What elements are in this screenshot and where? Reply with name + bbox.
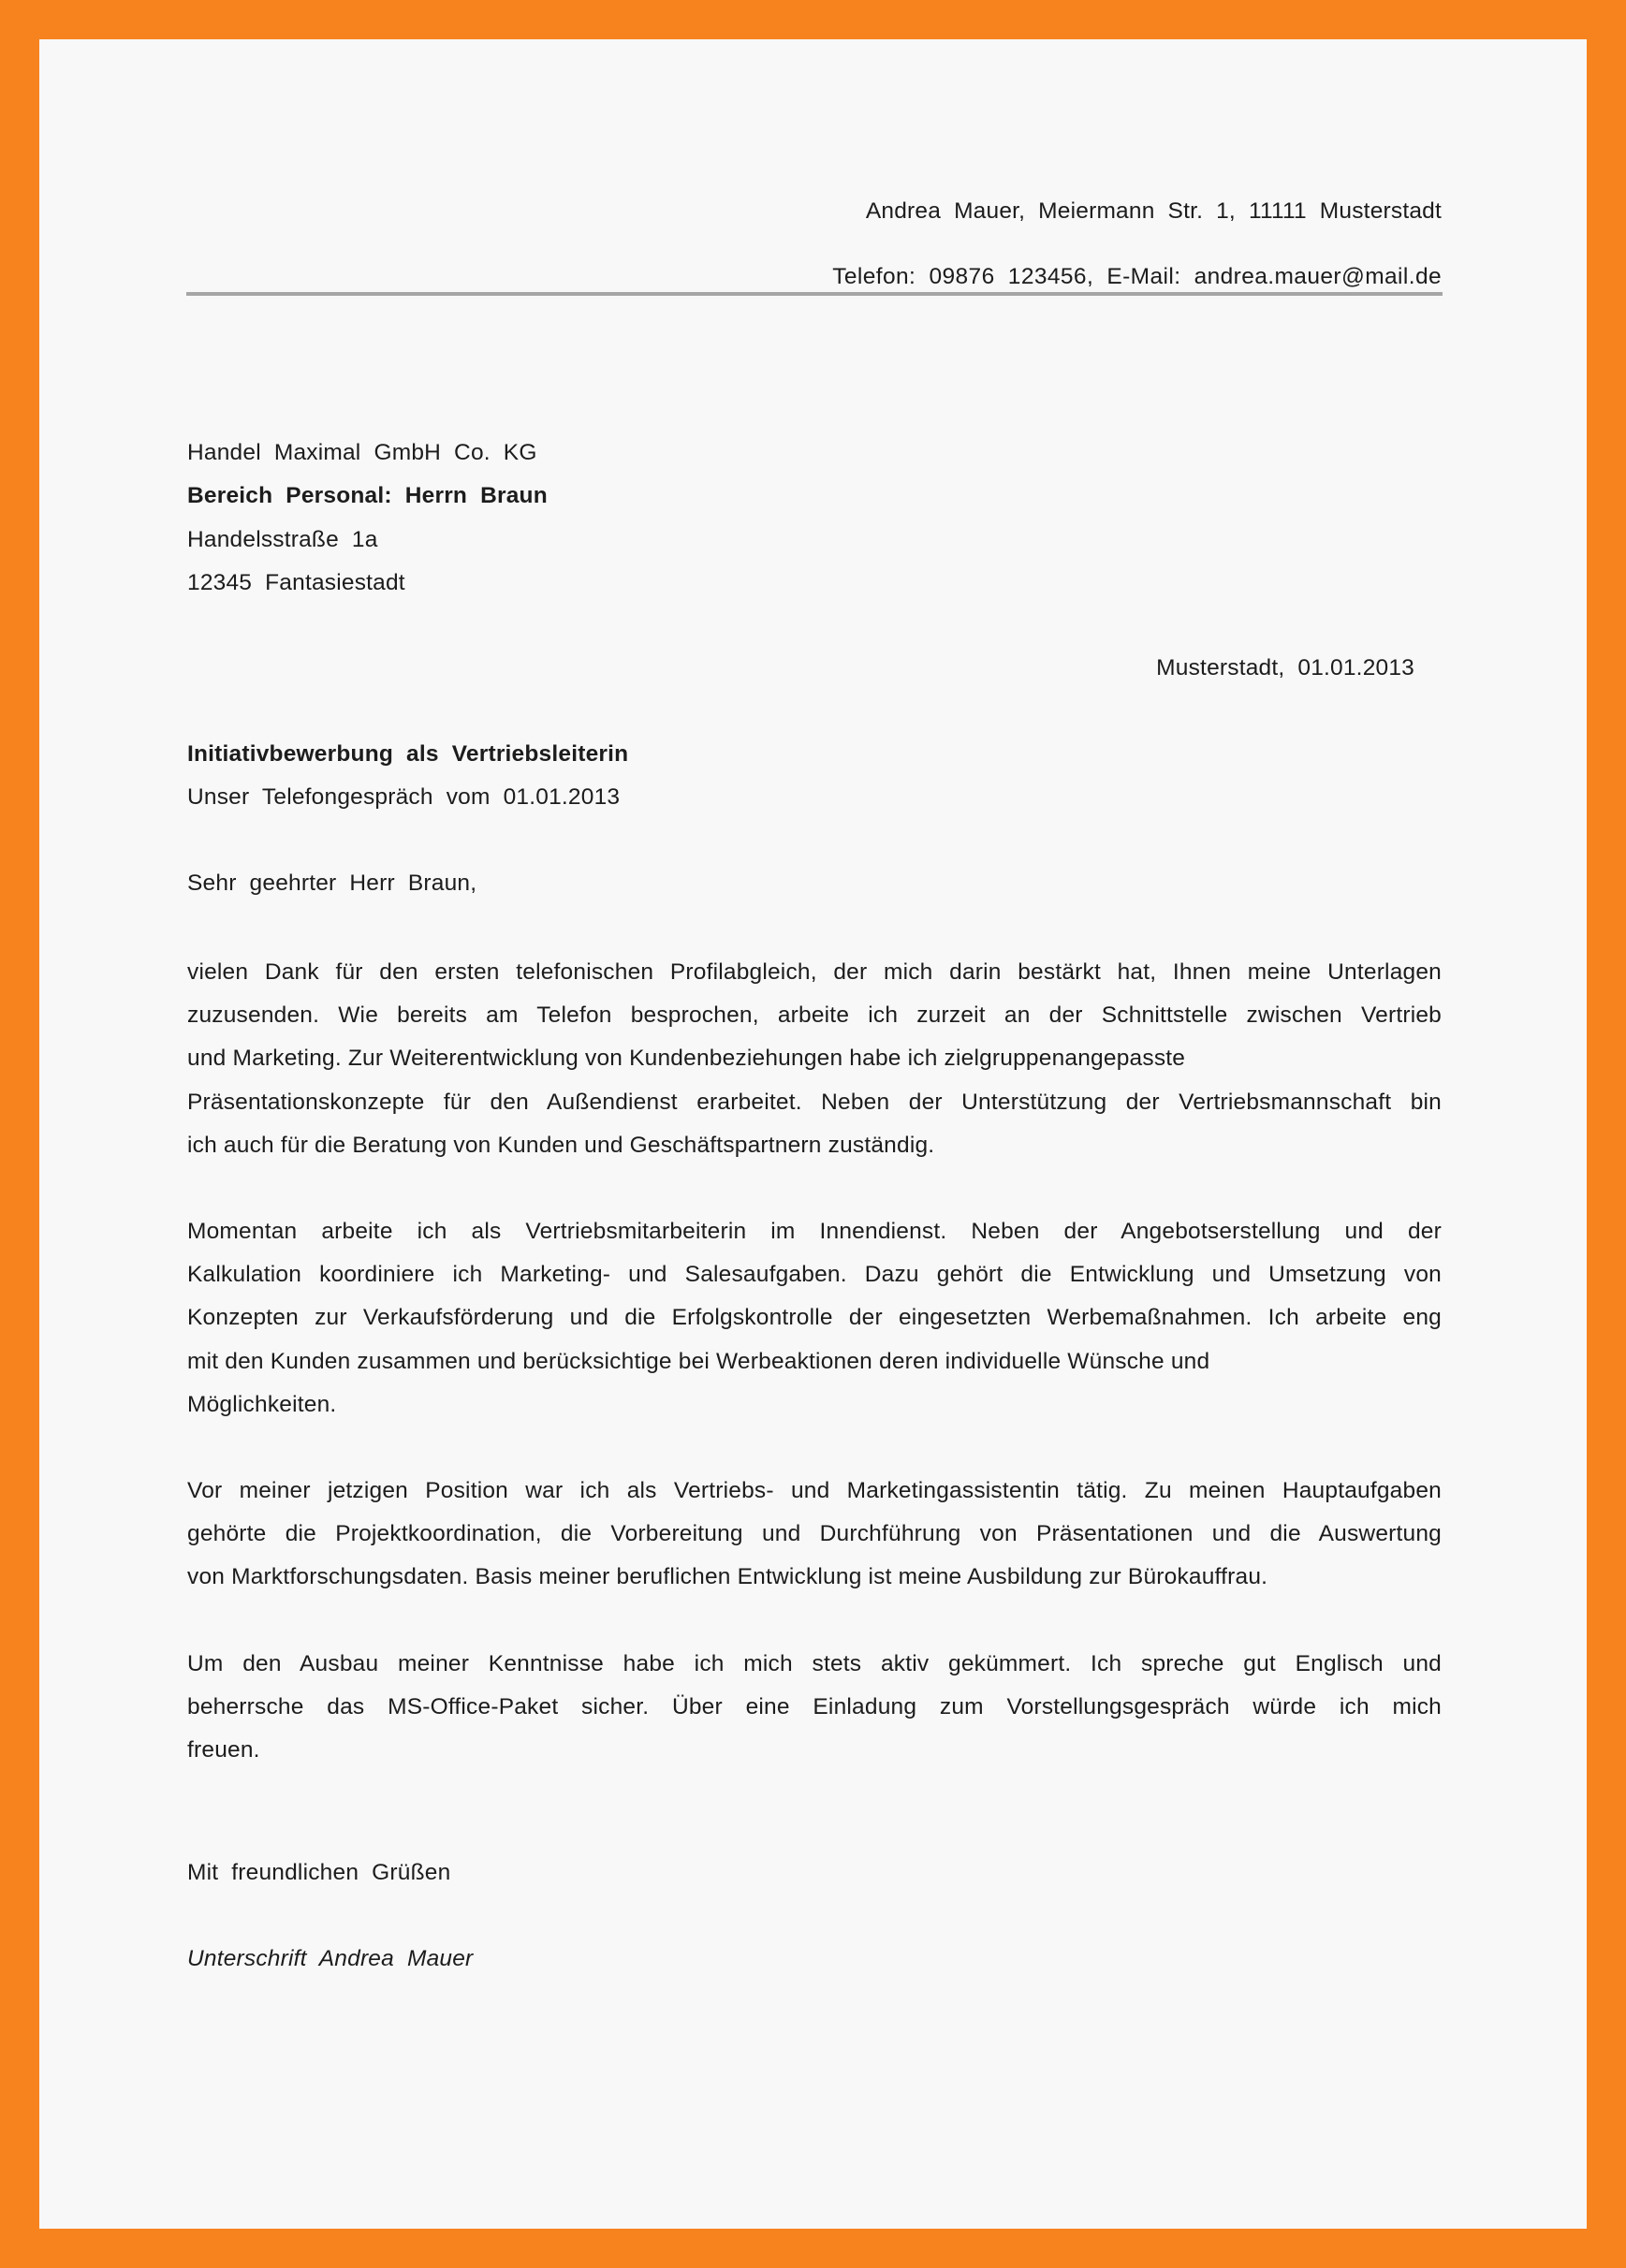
date-line: Musterstadt, 01.01.2013 [1156, 655, 1414, 680]
paragraph-line: Präsentationskonzepte für den Außendienst erarbeitet. Neben der Unterstützung der Vertriebsmannschaft bin [187, 1089, 1442, 1115]
paragraph-line: zuzusenden. Wie bereits am Telefon besprochen, arbeite ich zurzeit an der Schnittstelle zwischen Vertrieb [187, 1002, 1442, 1029]
paragraph-line: Vor meiner jetzigen Position war ich als Vertriebs- und Marketingassistentin tätig. Zu meinen Hauptaufgaben [187, 1478, 1442, 1503]
letter-page [39, 39, 1587, 2229]
body-paragraph-3 [187, 1470, 1442, 1600]
paragraph-line: gehörte die Projektkoordination, die Vorbereitung und Durchführung von Präsentationen und die Auswertung [187, 1521, 1442, 1547]
body-paragraph-1 [187, 951, 1442, 1167]
body-paragraph-4 [187, 1643, 1442, 1773]
paragraph-line: vielen Dank für den ersten telefonischen Profilabgleich, der mich darin bestärkt hat, Ihnen meine Unterlagen [187, 959, 1442, 985]
paragraph-line: von Marktforschungsdaten. Basis meiner beruflichen Entwicklung ist meine Ausbildung zur Bürokauffrau. [187, 1564, 1268, 1590]
recipient-city: 12345 Fantasiestadt [187, 570, 405, 595]
paragraph-line: freuen. [187, 1737, 260, 1763]
paragraph-line: mit den Kunden zusammen und berücksichtige bei Werbeaktionen deren individuelle Wünsche und [187, 1348, 1210, 1374]
paragraph-line: Um den Ausbau meiner Kenntnisse habe ich mich stets aktiv gekümmert. Ich spreche gut Englisch und [187, 1651, 1442, 1676]
signature: Unterschrift Andrea Mauer [187, 1946, 474, 1971]
salutation: Sehr geehrter Herr Braun, [187, 871, 477, 896]
header-divider [186, 292, 1443, 296]
paragraph-line: und Marketing. Zur Weiterentwicklung von Kundenbeziehungen habe ich zielgruppenangepasste [187, 1046, 1186, 1072]
recipient-company: Handel Maximal GmbH Co. KG [187, 440, 537, 465]
sender-address: Andrea Mauer, Meiermann Str. 1, 11111 Musterstadt [865, 198, 1442, 224]
paragraph-line: beherrsche das MS-Office-Paket sicher. Über eine Einladung zum Vorstellungsgespräch würde ich mich [187, 1694, 1442, 1720]
paragraph-line: Momentan arbeite ich als Vertriebsmitarbeiterin im Innendienst. Neben der Angebotserstellung und der [187, 1219, 1442, 1244]
closing: Mit freundlichen Grüßen [187, 1860, 451, 1885]
paragraph-line: ich auch für die Beratung von Kunden und Geschäftspartnern zuständig. [187, 1132, 935, 1158]
recipient-department: Bereich Personal: Herrn Braun [187, 483, 548, 508]
subject-title: Initiativbewerbung als Vertriebsleiterin [187, 741, 629, 767]
sender-contact: Telefon: 09876 123456, E-Mail: andrea.mauer@mail.de [832, 264, 1442, 289]
subject-reference: Unser Telefongespräch vom 01.01.2013 [187, 784, 621, 810]
paragraph-line: Konzepten zur Verkaufsförderung und die Erfolgskontrolle der eingesetzten Werbemaßnahmen. Ich arbeite eng [187, 1305, 1442, 1331]
body-paragraph-2 [187, 1210, 1442, 1427]
paragraph-line: Kalkulation koordiniere ich Marketing- und Salesaufgaben. Dazu gehört die Entwicklung und Umsetzung von [187, 1262, 1442, 1288]
paragraph-line: Möglichkeiten. [187, 1391, 337, 1417]
recipient-street: Handelsstraße 1a [187, 527, 378, 552]
